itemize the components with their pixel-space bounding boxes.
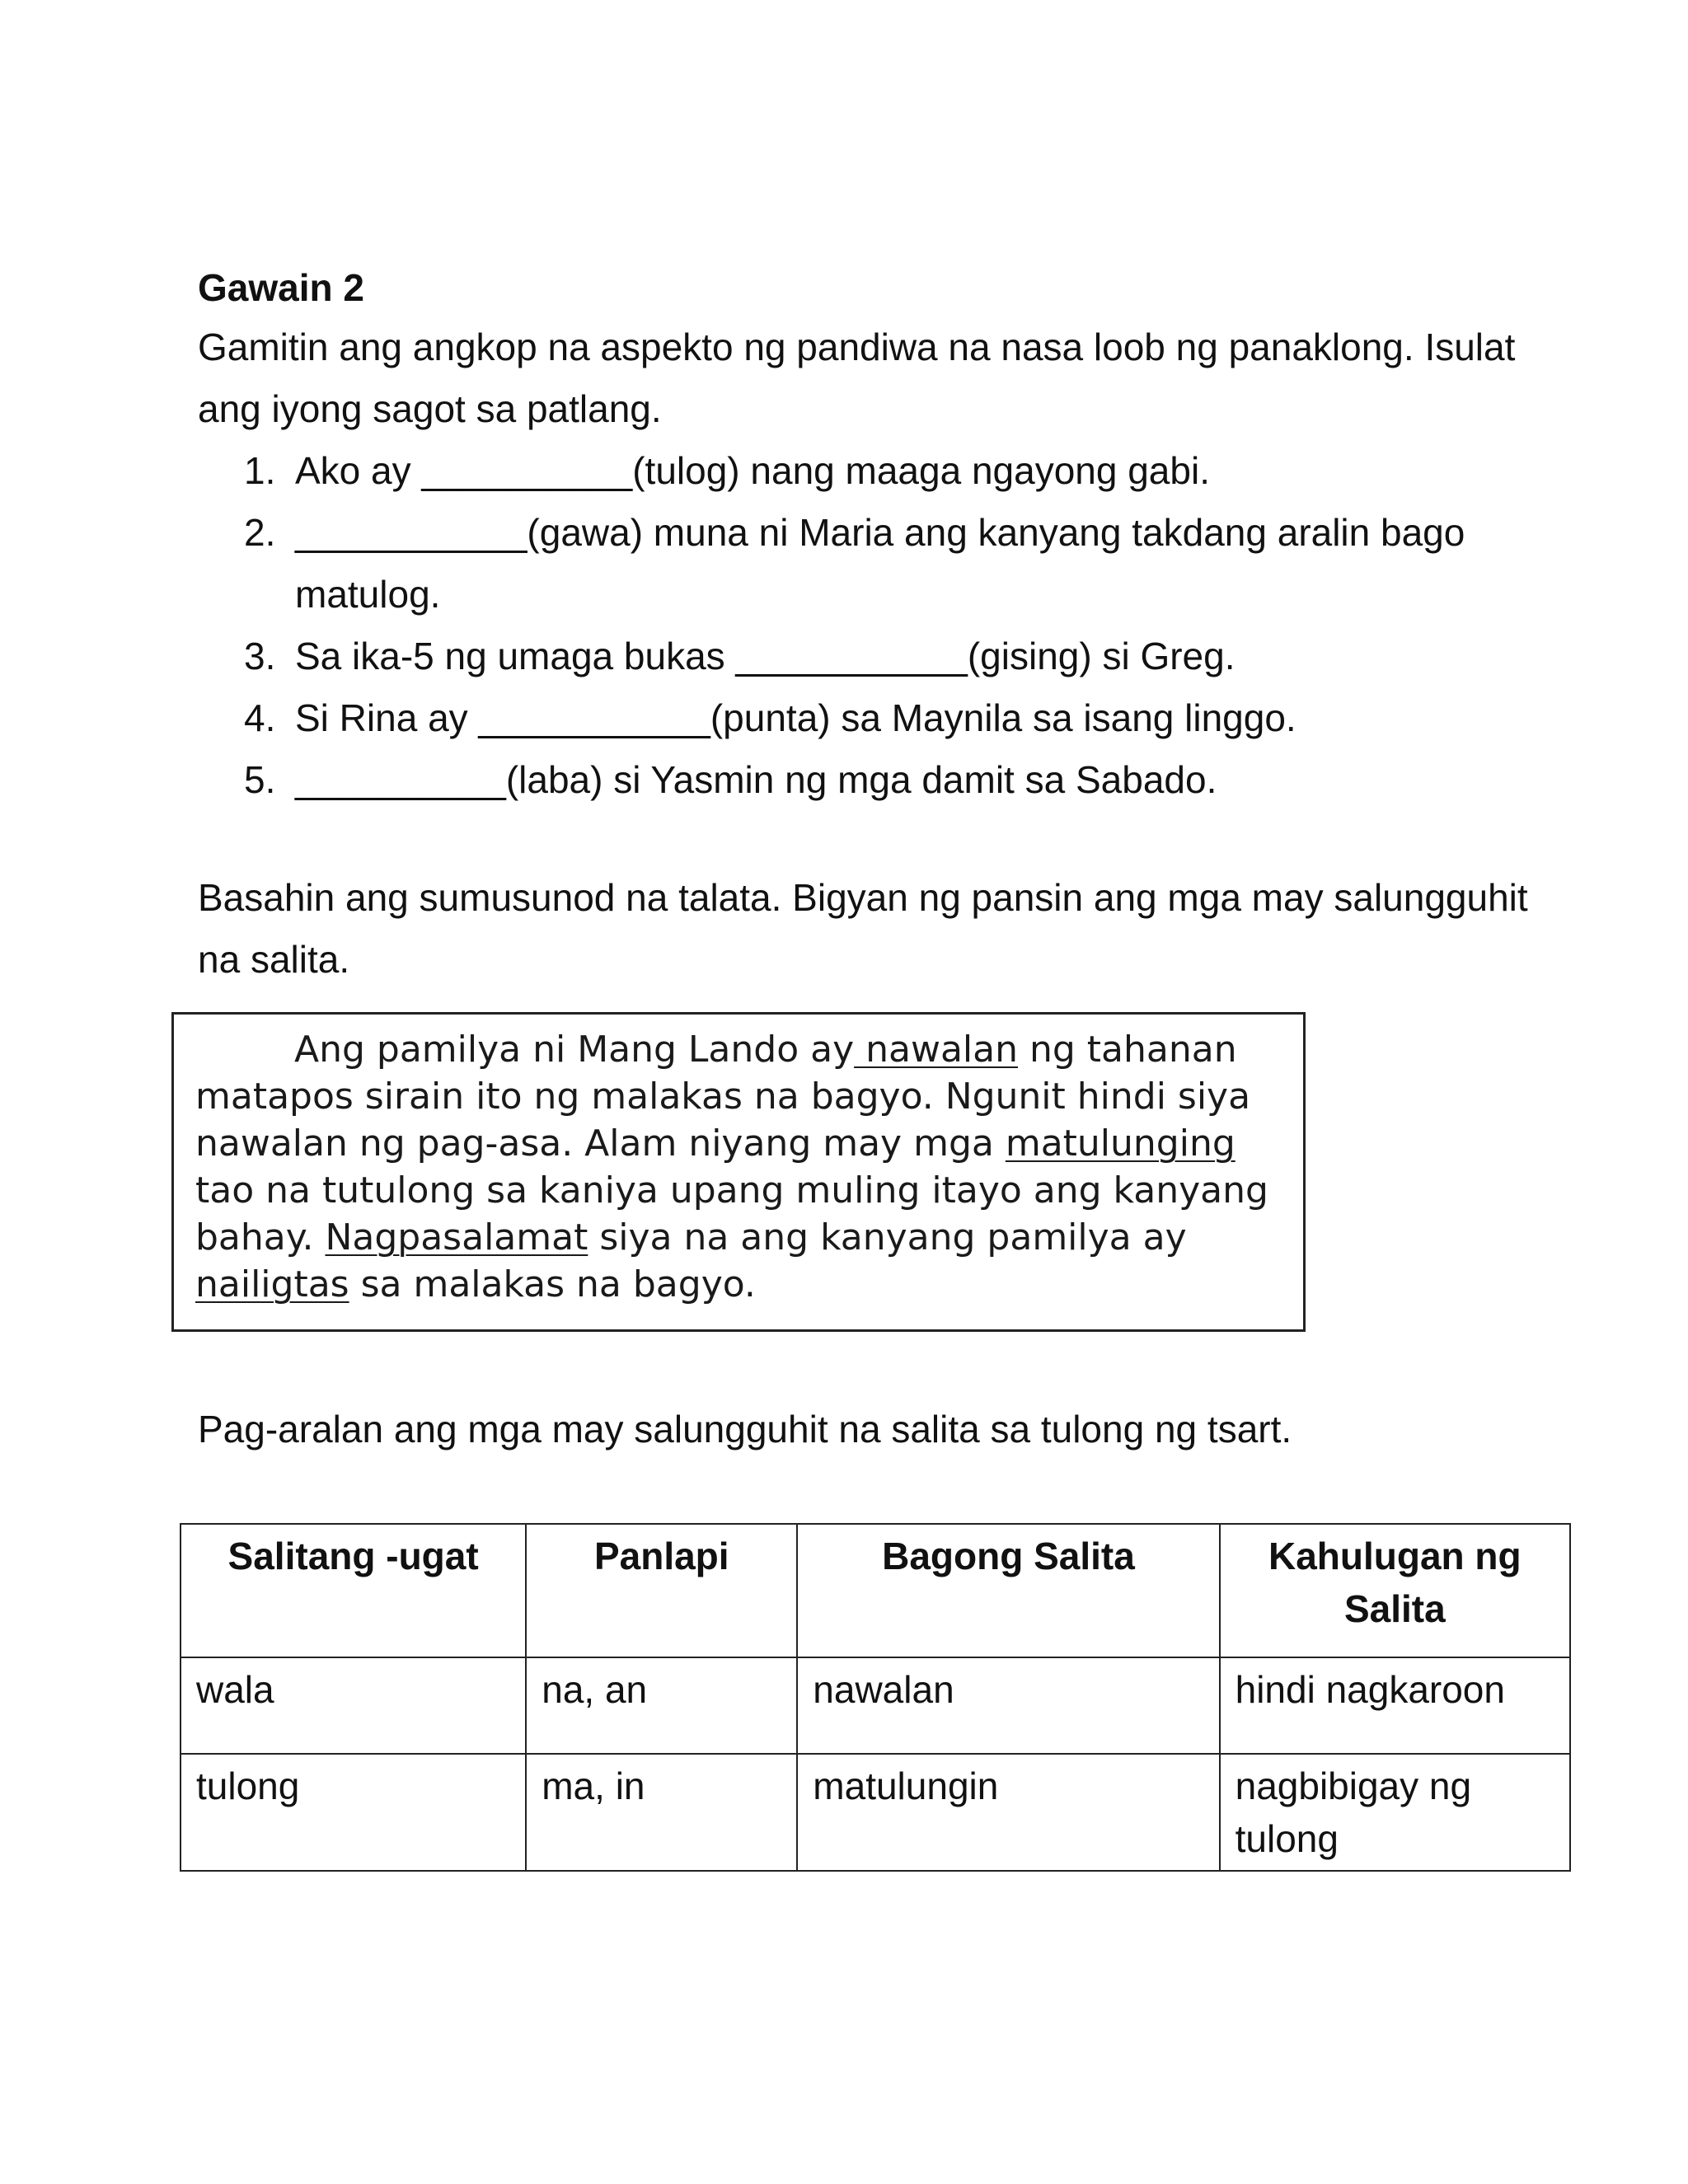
item-text: Si Rina ay ___________(punta) sa Maynila sa isang linggo. — [295, 696, 1296, 739]
reading-instructions: Basahin ang sumusunod na talata. Bigyan ng pansin ang mga may salungguhit na salita. — [198, 876, 1528, 981]
table-cell: matulungin — [797, 1754, 1219, 1871]
passage-segment: sa malakas na bagyo. — [349, 1263, 756, 1305]
item-text: ___________(gawa) muna ni Maria ang kanyang takdang aralin bago matulog. — [295, 511, 1465, 616]
item-text: Ako ay __________(tulog) nang maaga ngayong gabi. — [295, 449, 1210, 492]
header-affix: Panlapi — [526, 1524, 797, 1657]
passage-text — [195, 1026, 1292, 1308]
table-cell: nawalan — [797, 1657, 1219, 1754]
passage-segment: tao na tutulong sa kaniya upang muling itayo ang kanyang bahay. — [195, 1169, 1268, 1258]
table-header-row — [181, 1524, 1570, 1657]
item-number: 5. — [244, 758, 276, 801]
underlined-word: nailigtas — [195, 1263, 349, 1305]
table-cell: nagbibigay ng tulong — [1220, 1754, 1570, 1871]
table-row — [181, 1657, 1570, 1754]
activity-heading: Gawain 2 — [198, 266, 364, 309]
item-text: __________(laba) si Yasmin ng mga damit sa Sabado. — [295, 758, 1217, 801]
passage-segment: siya na ang kanyang pamilya ay — [588, 1216, 1187, 1258]
item-number: 2. — [244, 511, 276, 554]
item-text: Sa ika-5 ng umaga bukas ___________(gising) si Greg. — [295, 635, 1236, 677]
list-item — [198, 502, 1484, 626]
item-number: 1. — [244, 449, 276, 492]
underlined-word: Nagpasalamat — [325, 1216, 588, 1258]
header-new-word: Bagong Salita — [797, 1524, 1219, 1657]
passage-segment: Ang pamilya ni Mang Lando ay — [294, 1029, 855, 1071]
underlined-word: matulunging — [1005, 1122, 1236, 1165]
list-item — [198, 687, 1484, 749]
table-cell: tulong — [181, 1754, 526, 1871]
header-meaning: Kahulugan ng Salita — [1220, 1524, 1570, 1657]
list-item — [198, 749, 1484, 811]
table-cell: na, an — [526, 1657, 797, 1754]
item-number: 3. — [244, 635, 276, 677]
table-cell: hindi nagkaroon — [1220, 1657, 1570, 1754]
item-number: 4. — [244, 696, 276, 739]
table-cell: ma, in — [526, 1754, 797, 1871]
activity-instructions: Gamitin ang angkop na aspekto ng pandiwa na nasa loob ng panaklong. Isulat ang iyong sagot sa patlang. — [198, 326, 1516, 430]
passage-segment: ng tahanan matapos sirain ito ng malakas na bagyo. Ngunit hindi siya nawalan ng pag-asa. Alam niyang may mga — [195, 1029, 1251, 1165]
table-cell: wala — [181, 1657, 526, 1754]
table-row — [181, 1754, 1570, 1871]
list-item — [198, 440, 1484, 502]
list-item — [198, 626, 1484, 687]
exercise-list — [198, 440, 1484, 811]
header-root-word: Salitang -ugat — [181, 1524, 526, 1657]
chart-instructions: Pag-aralan ang mga may salungguhit na salita sa tulong ng tsart. — [198, 1408, 1292, 1451]
underlined-word: nawalan — [854, 1029, 1018, 1071]
passage-box — [171, 1012, 1306, 1332]
word-chart-table — [180, 1523, 1571, 1872]
